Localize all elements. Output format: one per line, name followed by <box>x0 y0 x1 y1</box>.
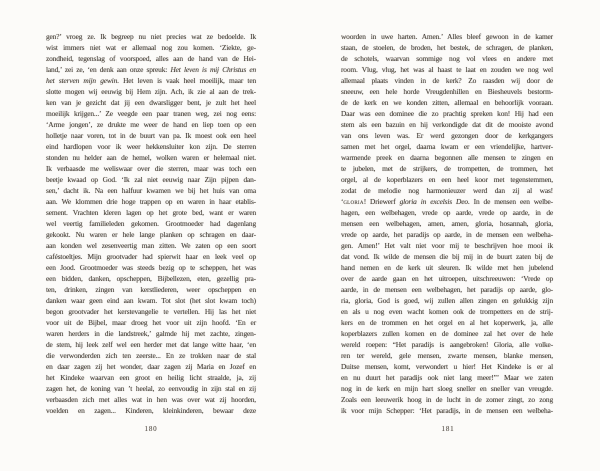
text-segment: orgel, al de koperblazers en een heel koor met tegenstemmen, <box>341 175 553 184</box>
text-segment: te jubelen, met de strijkers, de trompetten, de trommen, het <box>341 164 553 173</box>
text-line <box>341 152 553 163</box>
text-line <box>341 229 553 240</box>
text-segment: ten, drinken, zingen van kerstliederen, weer opscheppen en <box>46 285 256 294</box>
text-segment: en nu duurt het paradijs ook niet lang meer!”’ Maar we zaten <box>341 373 553 382</box>
text-segment: verbaasden zich met alles wat in hen was over wat zij hoorden, <box>46 395 256 404</box>
text-segment: waren herders in die landstreek,’ galmde hij met zachte, zingen- <box>46 329 256 338</box>
text-segment: gen. Amen!’ Het valt niet voor mij te beschrijven hoe mooi ik <box>341 241 553 250</box>
text-line <box>341 295 553 306</box>
text-segment: het Kindeke waarvan een groot en heilig licht straalde, ja, zij <box>46 373 256 382</box>
italic-text-segment: Het leven is mij Christus en <box>170 65 256 74</box>
text-segment: warmende preek en daarna begonnen alle mensen te zingen en <box>341 153 553 162</box>
text-segment: gekookt. Nu waren er hele lange planken op schragen en daar- <box>46 230 256 239</box>
text-segment: Duitse mensen, komt, verwondert u hier! Het Kindeke is er al <box>341 362 553 371</box>
text-line <box>341 75 553 86</box>
text-line <box>46 119 256 130</box>
text-line <box>341 207 553 218</box>
text-line <box>46 394 256 405</box>
text-line <box>341 97 553 108</box>
page-number-left: 180 <box>144 425 158 433</box>
text-segment: ren ter wereld, gele mensen, zwarte mensen, blanke mensen, <box>341 351 553 360</box>
text-segment: dat vond. Ik wilde de mensen die bij mij in de buurt zaten bij de <box>341 252 553 261</box>
text-line <box>341 284 553 295</box>
text-segment: zodat de melodie nog harmonieuzer werd dan zij al was! <box>341 186 553 195</box>
text-line <box>46 284 256 295</box>
text-segment: zagen het, de koning van ’t heelal, zo eenvoudig in zijn stal en zij <box>46 384 256 393</box>
page-number-right: 181 <box>441 425 455 433</box>
text-segment: sement. Vrachten kleren lagen op het grote bed, want er waren <box>46 208 256 217</box>
text-segment: holletje naar voren, tot in de buurt van pa. Ik moest ook een heel <box>46 131 256 140</box>
text-line <box>46 174 256 185</box>
left-page-text-column <box>46 31 256 416</box>
text-segment: begon grootvader het kerstevangelie te vertellen. Hij las het niet <box>46 307 256 316</box>
text-segment: ! Driewerf <box>363 197 400 206</box>
text-line <box>46 31 256 42</box>
text-line <box>341 394 553 405</box>
text-segment: mensen een welbehagen, amen, amen, gloria, hosannah, gloria, <box>341 219 553 228</box>
text-line <box>46 86 256 97</box>
text-segment: ik voor mijn Schepper: ‘Het paradijs, in de mensen een welbeha- <box>341 406 553 415</box>
text-line <box>46 218 256 229</box>
text-segment: gen?’ vroeg ze. Ik begreep nu niet precies wat ze bedoelde. Ik <box>46 32 256 41</box>
text-segment: over de aarde gaan en het uitroepen, uitschreeuwen: ‘Vrede op <box>341 274 553 283</box>
text-segment: woorden in uwe harten. Amen.’ Alles bleef gewoon in de kamer <box>341 32 553 41</box>
text-segment: hand nemen en de kerk uit sleuren. Ik wilde met hen jubelend <box>341 263 553 272</box>
text-line <box>46 64 256 75</box>
text-segment: zondheid, tegenslag of voorspoed, alles aan de hand van de Hei- <box>46 54 256 63</box>
text-line <box>46 295 256 306</box>
text-segment: stem als een bazuin en hij verkondigde dat dit de mooiste avond <box>341 120 553 129</box>
text-segment: wereld roepen: “Het paradijs is aangebroken! Gloria, alle volke- <box>341 340 553 349</box>
text-line <box>46 262 256 273</box>
text-segment: vrede op aarde, het paradijs op aarde, in de mensen een welbeha- <box>341 230 553 239</box>
text-segment: room. Vlug, vlug, het was al haast te laat en zouden we nog wel <box>341 65 553 74</box>
text-line <box>46 196 256 207</box>
text-line <box>341 130 553 141</box>
text-segment: allemaal plaats vinden in de kerk? Zo raasden wij door de <box>341 76 553 85</box>
text-segment: die verwonderden zich ten zeerste... En ze trokken naar de stal <box>46 351 256 360</box>
text-line <box>46 42 256 53</box>
text-line <box>341 163 553 174</box>
text-segment: staan, de stoelen, de broden, het bestek, de schragen, de planken, <box>341 43 553 52</box>
text-segment: Daar was een dominee die zo prachtig spreken kon! Hij had een <box>341 109 553 118</box>
text-segment: sen,’ dacht ik. Na een halfuur kwamen we bij het huis van oma <box>46 186 256 195</box>
text-line <box>341 53 553 64</box>
text-line <box>46 273 256 284</box>
text-segment: een Jood. Grootmoeder was steeds bezig op te scheppen, het was <box>46 263 256 272</box>
text-line <box>341 372 553 383</box>
text-segment: wel veertig familieleden gekomen. Grootmoeder had dagenlang <box>46 219 256 228</box>
text-line <box>46 306 256 317</box>
text-segment: de schotels, waarvan sommige nog vol vlees en andere met <box>341 54 553 63</box>
text-line <box>341 174 553 185</box>
text-line <box>341 383 553 394</box>
text-line <box>46 339 256 350</box>
text-line <box>46 350 256 361</box>
text-line <box>341 31 553 42</box>
text-segment: ria, gloria, God is goed, wij zullen allen zingen en gelukkig zijn <box>341 296 553 305</box>
text-line <box>46 240 256 251</box>
text-segment: een bidden, danken, opscheppen, Bijbellezen, eten, gezellig pra- <box>46 274 256 283</box>
text-segment: ‘Arme jongen’, ze drukte me weer de hand en liep toen op een <box>46 120 256 129</box>
text-line <box>341 218 553 229</box>
text-line <box>46 97 256 108</box>
text-segment: aarde, in de mensen een welbehagen, het paradijs op aarde, glo- <box>341 285 553 294</box>
text-segment: moeilijk krijgen...’ Ze veegde een paar tranen weg, zei nog eens: <box>46 109 256 118</box>
text-line <box>341 42 553 53</box>
text-segment: voor uit de Bijbel, maar droeg het voor uit zijn hoofd. ‘En er <box>46 318 256 327</box>
text-line <box>46 229 256 240</box>
text-segment: ken van je gezicht dat jij een dwarsligger bent, je zult het heel <box>46 98 256 107</box>
text-line <box>341 273 553 284</box>
text-line <box>341 240 553 251</box>
smallcaps-text-segment: gloria <box>343 197 364 206</box>
text-segment: aan. We klommen drie hoge trappen op en waren in haar etablis- <box>46 197 256 206</box>
text-segment: land,’ zei ze, ‘en denk aan onze spreuk: <box>46 65 171 74</box>
text-line <box>341 361 553 372</box>
text-segment: beetje kwaad op God. ‘Ik zal niet eeuwig naar Zijn pijpen dan- <box>46 175 256 184</box>
text-line <box>46 251 256 262</box>
text-line <box>46 372 256 383</box>
text-line <box>46 361 256 372</box>
text-line <box>46 207 256 218</box>
text-line <box>341 64 553 75</box>
text-line <box>46 130 256 141</box>
text-segment: caféstoeltjes. Mijn grootvader had spierwit haar en leek veel op <box>46 252 256 261</box>
text-line <box>46 75 256 86</box>
text-segment: hagen, een welbehagen, vrede op aarde, vrede op aarde, in de <box>341 208 553 217</box>
text-segment: van ons leven was. Er werd gezongen door de kerkgangers <box>341 131 553 140</box>
text-line <box>341 196 553 207</box>
text-segment: koperblazers zullen komen en de dominee zal het over de hele <box>341 329 553 338</box>
text-line <box>46 152 256 163</box>
text-line <box>341 141 553 152</box>
text-line <box>341 86 553 97</box>
text-line <box>341 119 553 130</box>
text-line <box>46 328 256 339</box>
text-line <box>46 141 256 152</box>
text-line <box>46 53 256 64</box>
text-segment: nog in de kerk en mijn hart sloeg sneller en sneller van vreugde. <box>341 384 553 393</box>
text-line <box>46 405 256 416</box>
text-segment: wist immers niet wat er allemaal nog zou komen. ‘Ziekte, ge- <box>46 43 256 52</box>
text-segment: en als u nog even wacht komen ook de trompetters en de strij- <box>341 307 553 316</box>
italic-text-segment: het sterven mijn gewin <box>46 76 118 85</box>
text-line <box>341 405 553 416</box>
text-line <box>341 262 553 273</box>
text-segment: Zoals een leeuwerik hoog in de lucht in de zomer zingt, zo zong <box>341 395 553 404</box>
text-segment: stonden nu helder aan de hemel, wolken waren er helemaal niet. <box>46 153 256 162</box>
text-line <box>46 383 256 394</box>
text-segment: voelden en zagen... Kinderen, kleinkinderen, bewaar deze <box>46 406 256 415</box>
text-segment: . In de mensen een welbe- <box>467 197 553 206</box>
text-line <box>341 339 553 350</box>
text-line <box>341 108 553 119</box>
text-segment: . Het leven is vaak heel moeilijk, maar ten <box>117 76 256 85</box>
text-segment: en daar zagen zij het wonder, daar zagen zij Maria en Jozef en <box>46 362 256 371</box>
right-page-text-column <box>341 31 553 416</box>
text-line <box>46 185 256 196</box>
text-segment: de stem, hij leek zelf wel een herder met dat lange witte haar, ‘en <box>46 340 256 349</box>
text-line <box>46 163 256 174</box>
text-line <box>341 185 553 196</box>
text-line <box>341 350 553 361</box>
italic-text-segment: gloria in excelsis Deo <box>399 197 468 206</box>
text-line <box>341 328 553 339</box>
text-segment: danken waar geen eind aan kwam. Tot slot (het slot kwam toch) <box>46 296 256 305</box>
text-line <box>341 306 553 317</box>
text-segment: eind hardlopen voor ik weer hekkensluiter kon zijn. De sterren <box>46 142 256 151</box>
text-line <box>46 317 256 328</box>
text-line <box>341 251 553 262</box>
text-segment: ‘ <box>341 197 344 206</box>
text-line <box>46 108 256 119</box>
text-segment: sneeuw, een hele horde Vreugdenhillen en Biesheuvels bestorm- <box>341 87 553 96</box>
text-segment: kers en de trommen en het orgel en al het koperwerk, ja, alle <box>341 318 553 327</box>
text-segment: slotte mogen wij eeuwig bij Hem zijn. Ach, ik zie al aan de trek- <box>46 87 256 96</box>
text-line <box>341 317 553 328</box>
text-segment: samen met het orgel, daarna kwam er een vriendelijke, hartver- <box>341 142 553 151</box>
text-segment: Ik verbaasde me weliswaar over die sterren, maar was toch een <box>46 164 256 173</box>
text-segment: de de kerk en we konden zitten, allemaal en behoorlijk vooraan. <box>341 98 553 107</box>
text-segment: aan konden wel zesenveertig man zitten. We zaten op een soort <box>46 241 256 250</box>
